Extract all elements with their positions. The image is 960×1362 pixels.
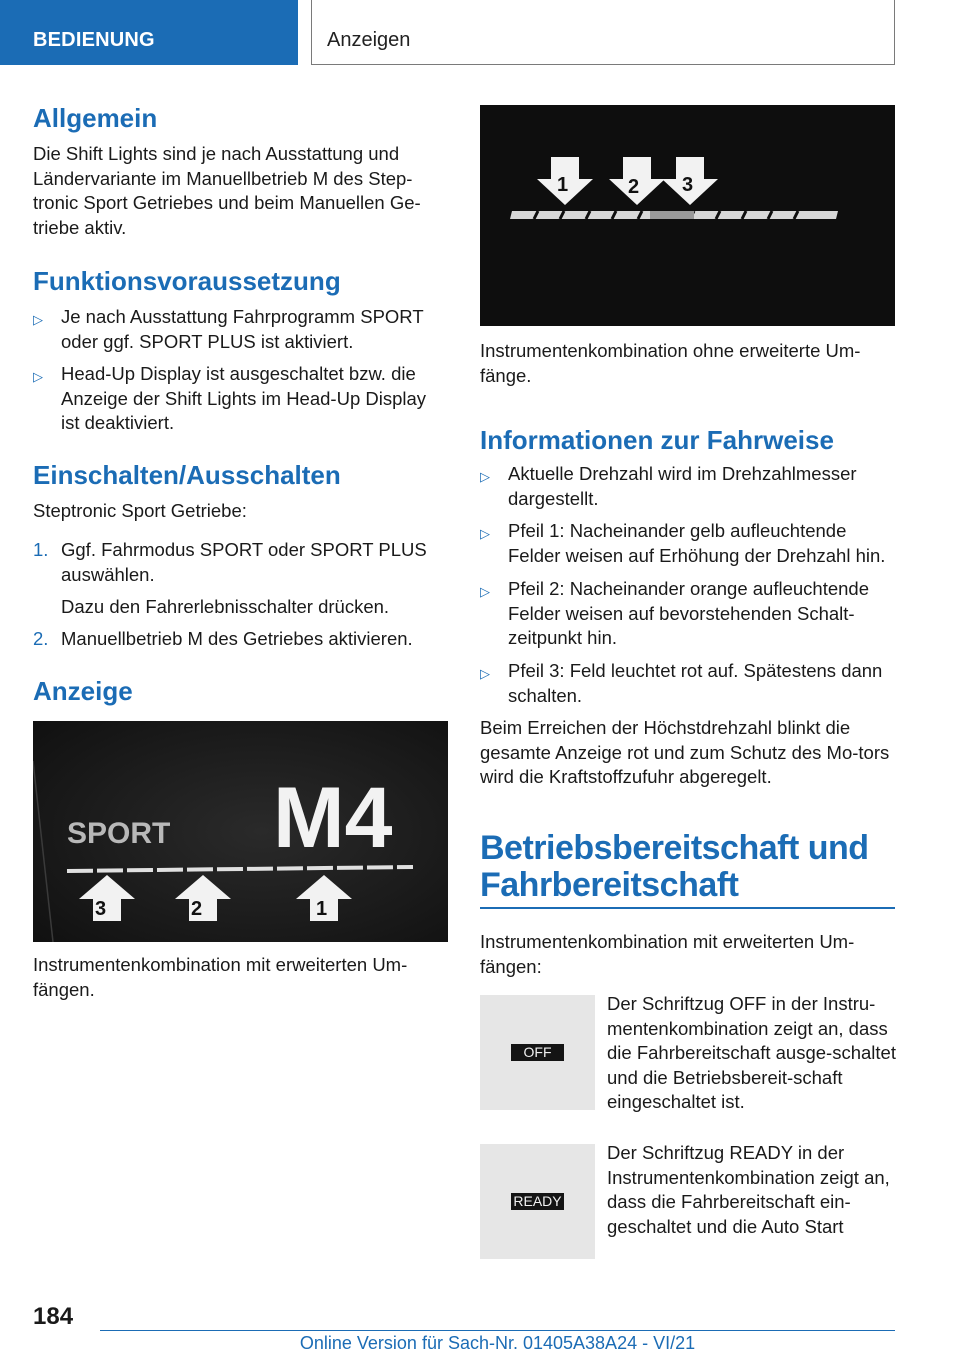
caption-extended: Instrumentenkombination mit erweiterten Um-fängen. [33, 954, 408, 1000]
section-tab: BEDIENUNG [0, 0, 298, 65]
heading-underline [480, 907, 895, 909]
svg-text:3: 3 [95, 898, 107, 920]
shift-light-segments [510, 211, 838, 219]
heading-anzeige: Anzeige [33, 676, 133, 706]
step-note: Dazu den Fahrerlebnisschalter drücken. [61, 596, 390, 617]
sport-label: SPORT [67, 817, 171, 850]
heading-informationen: Informationen zur Fahrweise [480, 425, 834, 455]
triangle-bullet-icon: ▷ [33, 312, 43, 327]
paragraph-steptronic: Steptronic Sport Getriebe: [33, 500, 247, 521]
svg-text:2: 2 [191, 898, 203, 920]
paragraph-off: Der Schriftzug OFF in der Instru-mentenkombination zeigt an, dass die Fahrbereitschaft ausge-schaltet und die Betriebsbereit-schaft eingeschaltet ist. [607, 993, 896, 1112]
triangle-bullet-icon: ▷ [480, 666, 490, 681]
step-item: 1. Ggf. Fahrmodus SPORT oder SPORT PLUS auswählen. [33, 539, 427, 585]
heading-funktionsvoraussetzung: Funktionsvoraussetzung [33, 266, 341, 296]
list-item: ▷ Aktuelle Drehzahl wird im Drehzahlmesser dargestellt. [480, 463, 857, 509]
ready-indicator-image [480, 1144, 595, 1259]
heading-einschalten: Einschalten/Ausschalten [33, 460, 341, 490]
list-item: ▷ Pfeil 2: Nacheinander orange aufleuchtende Felder weisen auf bevorstehenden Schalt-zeitpunkt hin. [480, 578, 870, 648]
footer-version: Online Version für Sach-Nr. 01405A38A24 - VI/21 [299, 1333, 696, 1353]
ready-label: READY [513, 1193, 562, 1209]
cluster-illustration [33, 721, 448, 942]
paragraph-allgemein: Die Shift Lights sind je nach Ausstattung und Ländervariante im Manuellbetrieb M des Step-tronic Sport Getriebes und beim Manuellen Ge-triebe aktiv. [33, 143, 421, 238]
step-item: 2. Manuellbetrieb M des Getriebes aktivieren. [33, 628, 413, 649]
shift-lights-illustration [480, 105, 895, 326]
footer-rule [100, 1330, 895, 1331]
cluster-image-extended [33, 721, 448, 942]
list-item: ▷ Pfeil 1: Nacheinander gelb aufleuchtende Felder weisen auf Erhöhung der Drehzahl hin. [480, 520, 886, 566]
heading-allgemein: Allgemein [33, 103, 158, 133]
off-indicator-image [480, 995, 595, 1110]
list-item: ▷ Je nach Ausstattung Fahrprogramm SPORT oder ggf. SPORT PLUS ist aktiviert. [33, 306, 424, 352]
list-item: ▷ Pfeil 3: Feld leuchtet rot auf. Spätestens dann schalten. [480, 660, 883, 706]
gear-indicator: M4 [273, 770, 393, 866]
paragraph-erweitert: Instrumentenkombination mit erweiterten Um-fängen: [480, 931, 855, 977]
triangle-bullet-icon: ▷ [33, 369, 43, 384]
triangle-bullet-icon: ▷ [480, 526, 490, 541]
svg-text:3: 3 [682, 174, 694, 196]
page-header [0, 0, 960, 66]
triangle-bullet-icon: ▷ [480, 584, 490, 599]
paragraph-hoechstdrehzahl: Beim Erreichen der Höchstdrehzahl blinkt die gesamte Anzeige rot und zum Schutz des Mo-tors wird die Kraftstoffzufuhr abgeregelt. [480, 717, 890, 787]
svg-text:2: 2 [628, 176, 640, 198]
page-number: 184 [33, 1303, 74, 1330]
off-label: OFF [523, 1044, 552, 1060]
svg-text:1: 1 [316, 898, 328, 920]
paragraph-ready: Der Schriftzug READY in der Instrumentenkombination zeigt an, dass die Fahrbereitschaft ein-geschaltet und die Auto Start [607, 1142, 890, 1237]
cluster-image-basic [480, 105, 895, 326]
list-item: ▷ Head-Up Display ist ausgeschaltet bzw. die Anzeige der Shift Lights im Head-Up Display ist deaktiviert. [33, 363, 427, 433]
chapter-title: Anzeigen [311, 0, 895, 65]
caption-basic: Instrumentenkombination ohne erweiterte Um-fänge. [480, 340, 861, 386]
heading-betriebsbereitschaft: Betriebsbereitschaft und Fahrbereitschaft [480, 829, 869, 904]
triangle-bullet-icon: ▷ [480, 469, 490, 484]
svg-text:1: 1 [557, 174, 569, 196]
